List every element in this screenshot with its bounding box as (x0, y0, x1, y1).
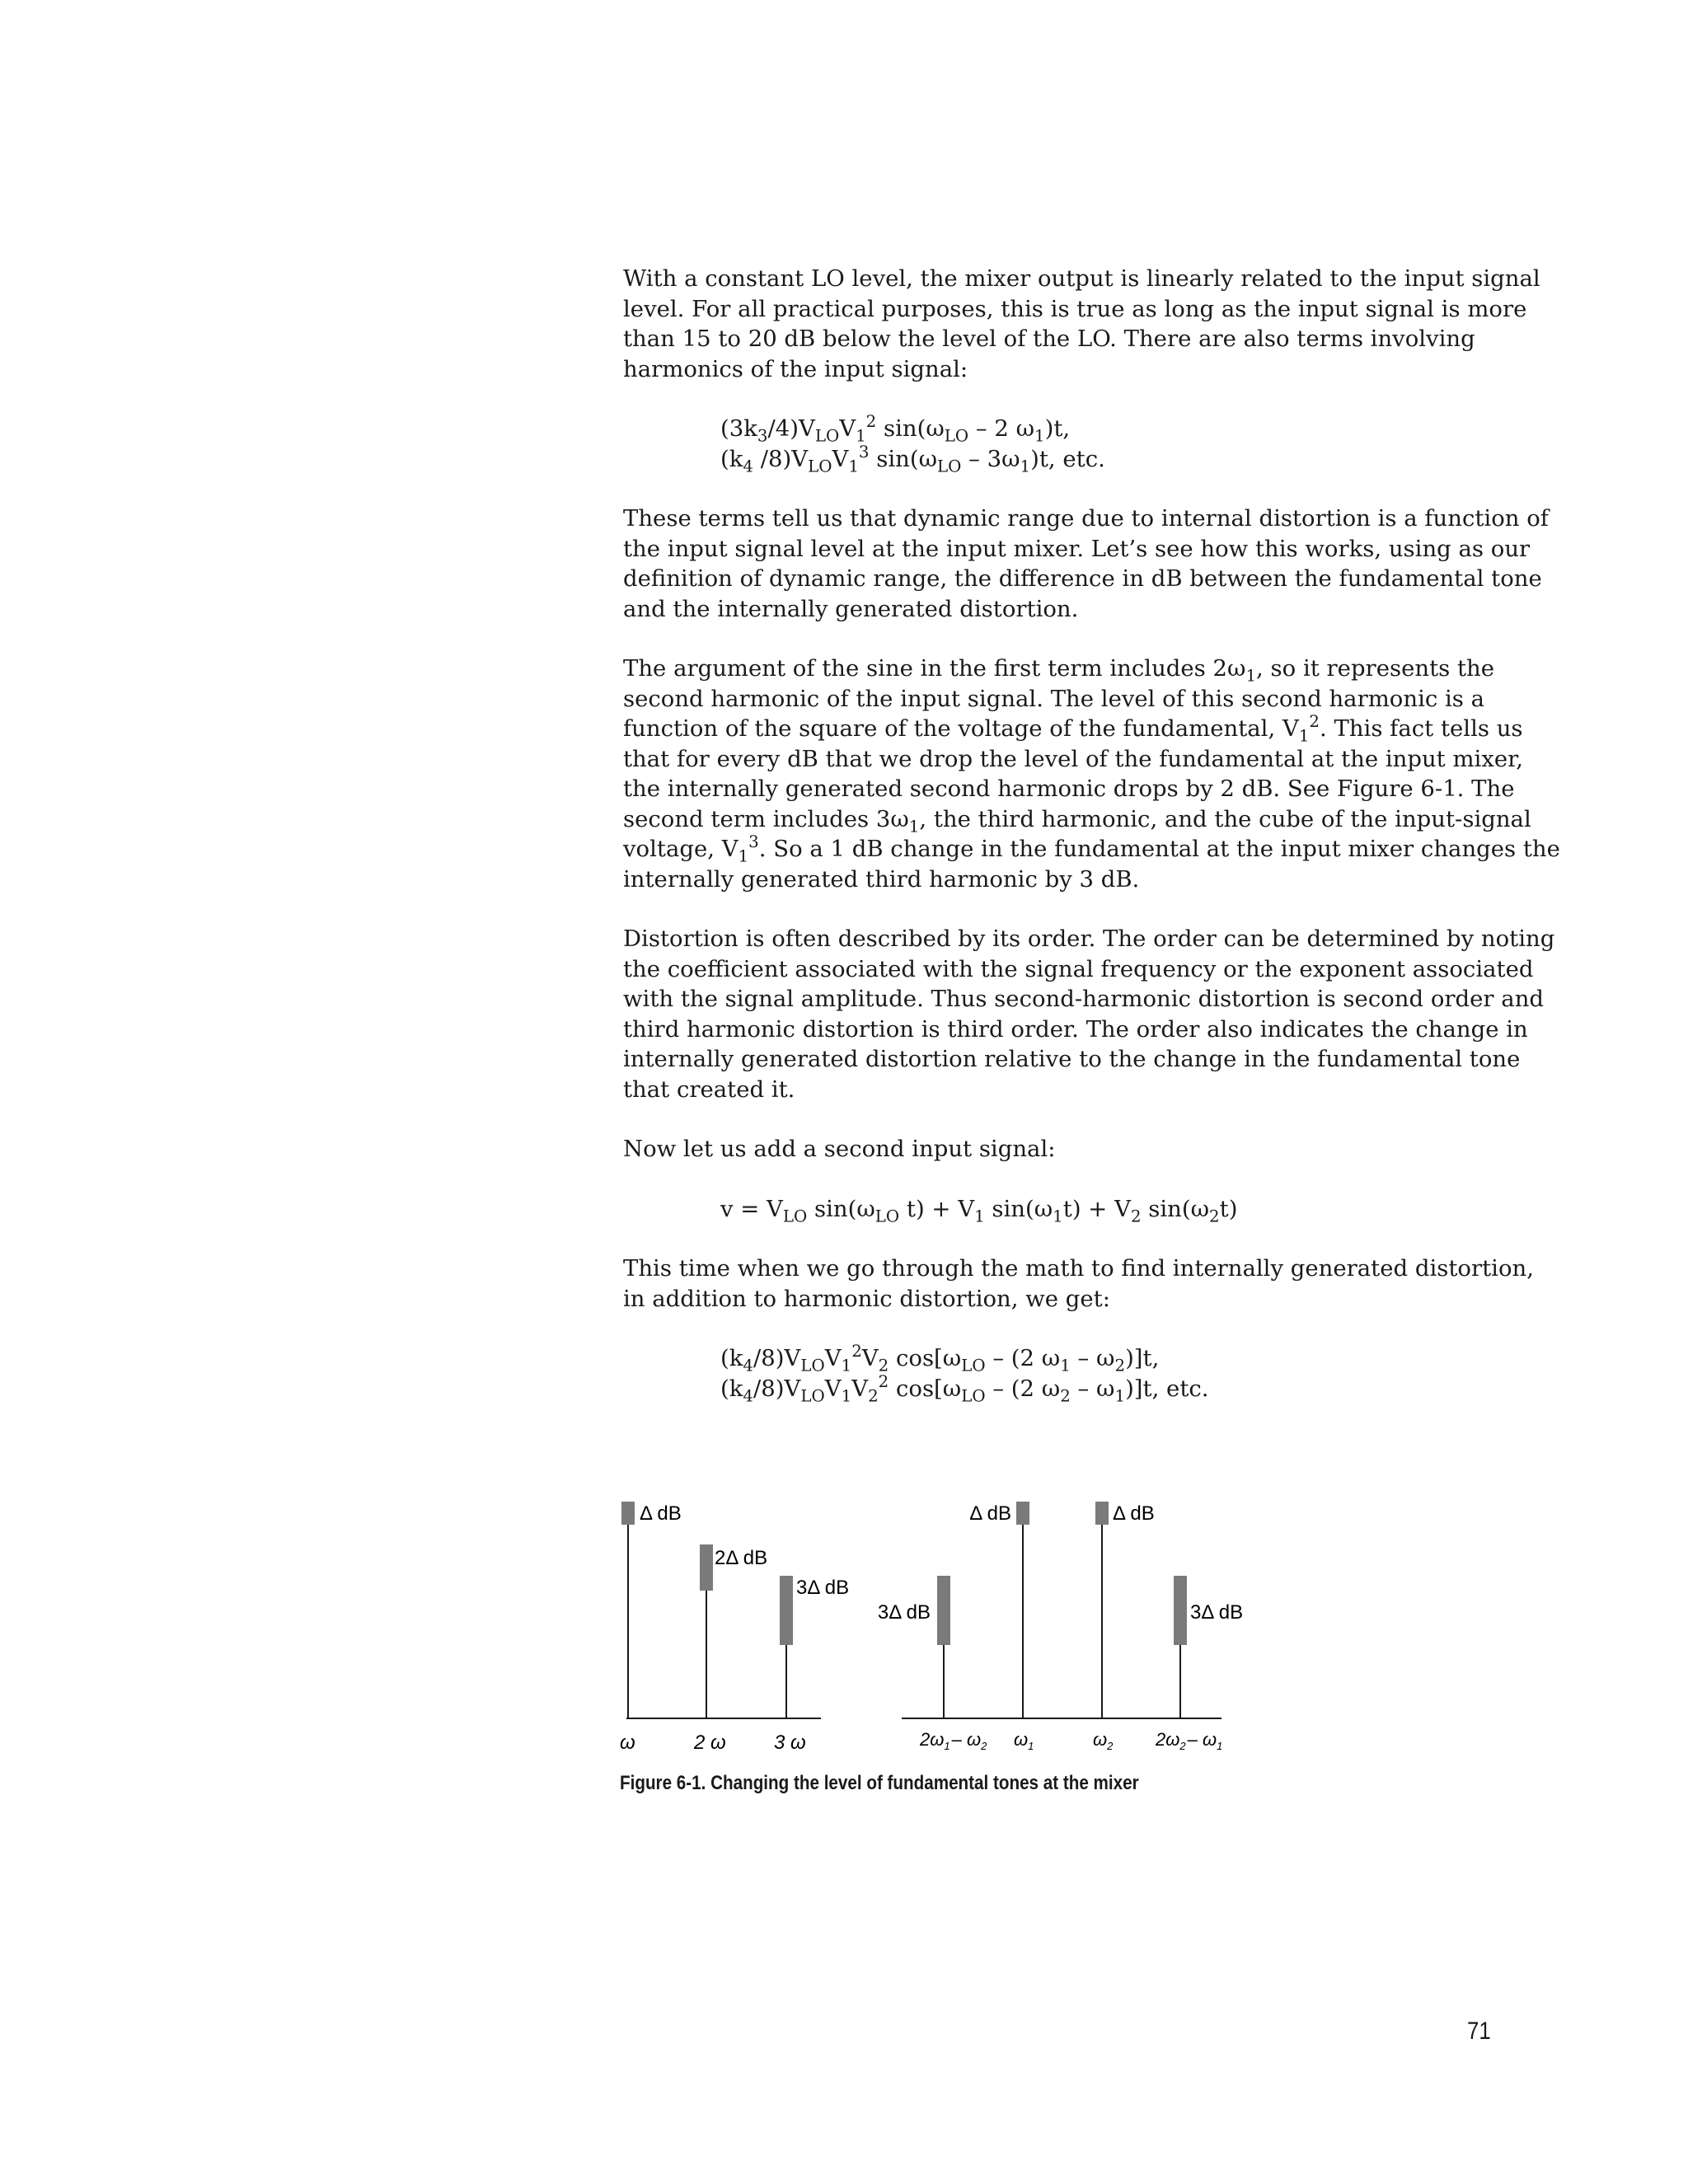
body-text (623, 264, 1563, 1433)
axis-label-w1: $\omega_1$ (1014, 1729, 1034, 1752)
axis-label-2w1-minus-w2: $2\omega_1-$ $\omega_2$ (920, 1729, 987, 1752)
axis-label-omega: ω (620, 1732, 635, 1754)
tone-1-delta-bar (1016, 1502, 1029, 1525)
label-imd-high-3delta: 3Δ dB (1190, 1601, 1244, 1624)
harmonic-terms-formula: $(3k_3/4)V_{LO}V_1^2$ $\sin(\omega_{LO} - 2$ $\omega_1)t$, ($k_4$ $/8)V_{LO}V_1^3$ $\sin(\omega_{LO} - 3\omega_1)t$, etc. (720, 412, 1105, 476)
label-tone-2-delta: Δ dB (1113, 1502, 1155, 1525)
paragraph-3: The argument of the sine in the first term includes $2\omega_1$, so it represents the second harmonic of the input signal. The level of this second harmonic is a function of the square of the voltage of the fundamental, $V_1^2$. This fact tells us that for every dB that we drop the level of the fundamental at the input mixer, the internally generated second harmonic drops by 2 dB. See Figure 6-1. The second term includes $3\omega_1$, the third harmonic, and the cube of the input-signal voltage, $V_1^3$. So a 1 dB change in the fundamental at the input mixer changes the internally generated third harmonic by 3 dB. (623, 655, 1560, 893)
label-2delta-db: 2Δ dB (715, 1547, 768, 1569)
paragraph-2: These terms tell us that dynamic range due to internal distortion is a function of the input signal level at the input mixer. Let’s see how this works, using as our definition of dynamic range, the difference in dB between the fundamental tone and the internally generated distortion. (623, 505, 1549, 622)
paragraph-5: Now let us add a second input signal: (623, 1136, 1056, 1162)
distortion-figure (602, 1492, 1261, 1764)
paragraph-1: With a constant LO level, the mixer output is linearly related to the input signal level. For all practical purposes, this is true as long as the input signal is more than 15 to 20 dB below the level of the LO. There are also terms involving harmonics of the input signal: (623, 265, 1540, 382)
right-panel (878, 1502, 1243, 1752)
left-panel (620, 1502, 849, 1754)
two-tone-input-formula: $v = V_{LO}$ $\sin(\omega_{LO}$ $t) + V_1$ $\sin(\omega_1t) + V_2$ $\sin(\omega_2t)$ (720, 1195, 1238, 1226)
axis-label-3omega: 3 ω (774, 1732, 806, 1754)
imd-high-delta-bar (1174, 1576, 1187, 1645)
axis-label-2w2-minus-w1: $2\omega_2-$ $\omega_1$ (1156, 1729, 1223, 1752)
label-delta-db: Δ dB (640, 1502, 682, 1525)
label-imd-low-3delta: 3Δ dB (877, 1601, 931, 1624)
axis-label-2omega: 2 ω (694, 1732, 726, 1754)
label-tone-1-delta: Δ dB (969, 1502, 1011, 1525)
third-harmonic-delta-bar (780, 1576, 793, 1645)
paragraph-6: This time when we go through the math to find internally generated distortion, in addition to harmonic distortion, we get: (623, 1255, 1534, 1312)
imd-low-delta-bar (937, 1576, 950, 1645)
page-number: 71 (1467, 2018, 1491, 2045)
intermod-terms-formula: $(k_4/8)V_{LO}V_1^2V_2$ $\cos[\omega_{LO} - (2$ $\omega_1 - \omega_2)]t$, $(k_4/8)V_{LO}V_1V_2^2$ $\cos[\omega_{LO} - (2$ $\omega_2 - \omega_1)]t$, etc. (720, 1342, 1209, 1405)
fundamental-delta-bar (621, 1502, 635, 1525)
second-harmonic-delta-bar (700, 1544, 713, 1591)
tone-2-delta-bar (1095, 1502, 1109, 1525)
paragraph-4: Distortion is often described by its order. The order can be determined by noting the coefficient associated with the signal frequency or the exponent associated with the signal amplitude. Thus second-harmonic distortion is second order and third harmonic distortion is third order. The order also indicates the change in internally generated distortion relative to the change in the fundamental tone that created it. (623, 926, 1555, 1103)
figure-caption: Figure 6-1. Changing the level of fundamental tones at the mixer (620, 1772, 1139, 1794)
axis-label-w2: $\omega_2$ (1093, 1729, 1114, 1752)
label-3delta-db: 3Δ dB (796, 1577, 850, 1599)
